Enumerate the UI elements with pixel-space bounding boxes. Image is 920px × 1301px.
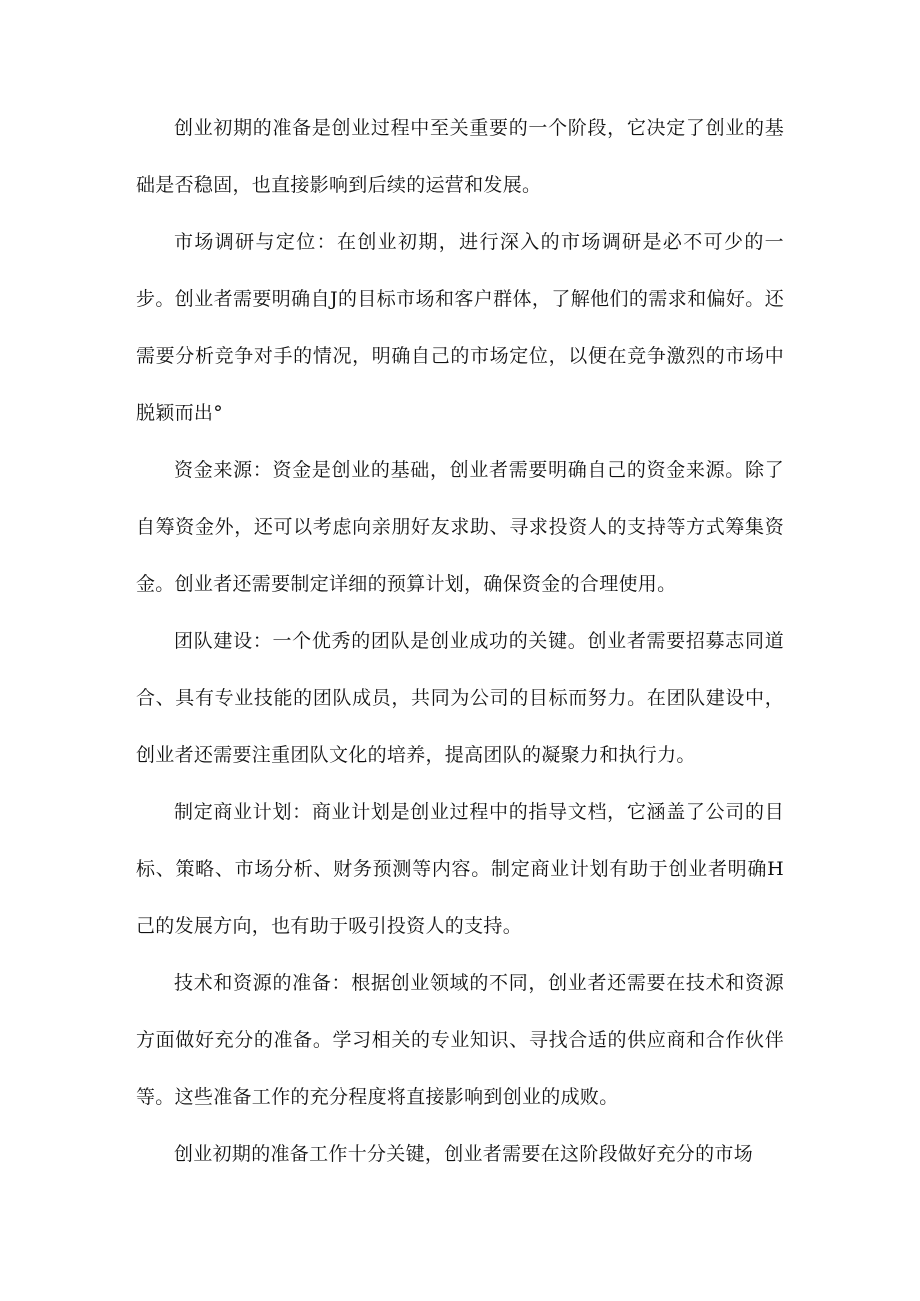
paragraph-conclusion: 创业初期的准备工作十分关键，创业者需要在这阶段做好充分的市场	[174, 1143, 754, 1165]
paragraph-team-building: 团队建设：一个优秀的团队是创业成功的关键。创业者需要招募志同道合、具有专业技能的团队成员，共同为公司的目标而努力。在团队建设中，创业者还需要注重团队文化的培养，提高团队的凝聚力和执行力。	[136, 630, 784, 766]
paragraph-tech-resources: 技术和资源的准备：根据创业领域的不同，创业者还需要在技术和资源方面做好充分的准备。学习相关的专业知识、寻找合适的供应商和合作伙伴等。这些准备工作的充分程度将直接影响到创业的成败。	[136, 972, 784, 1108]
paragraph-intro: 创业初期的准备是创业过程中至关重要的一个阶段，它决定了创业的基础是否稳固，也直接影响到后续的运营和发展。	[136, 117, 784, 196]
document-body	[136, 100, 784, 1183]
paragraph-funding: 资金来源：资金是创业的基础，创业者需要明确自己的资金来源。除了自筹资金外，还可以考虑向亲朋好友求助、寻求投资人的支持等方式筹集资金。创业者还需要制定详细的预算计划，确保资金的合理使用。	[136, 459, 784, 595]
paragraph-business-plan: 制定商业计划：商业计划是创业过程中的指导文档，它涵盖了公司的目标、策略、市场分析、财务预测等内容。制定商业计划有助于创业者明确H己的发展方向，也有助于吸引投资人的支持。	[136, 801, 784, 937]
paragraph-market-research: 市场调研与定位：在创业初期，进行深入的市场调研是必不可少的一步。创业者需要明确自J的目标市场和客户群体，了解他们的需求和偏好。还需要分析竞争对手的情况，明确自己的市场定位，以便在竞争激烈的市场中脱颖而出°	[136, 231, 784, 424]
